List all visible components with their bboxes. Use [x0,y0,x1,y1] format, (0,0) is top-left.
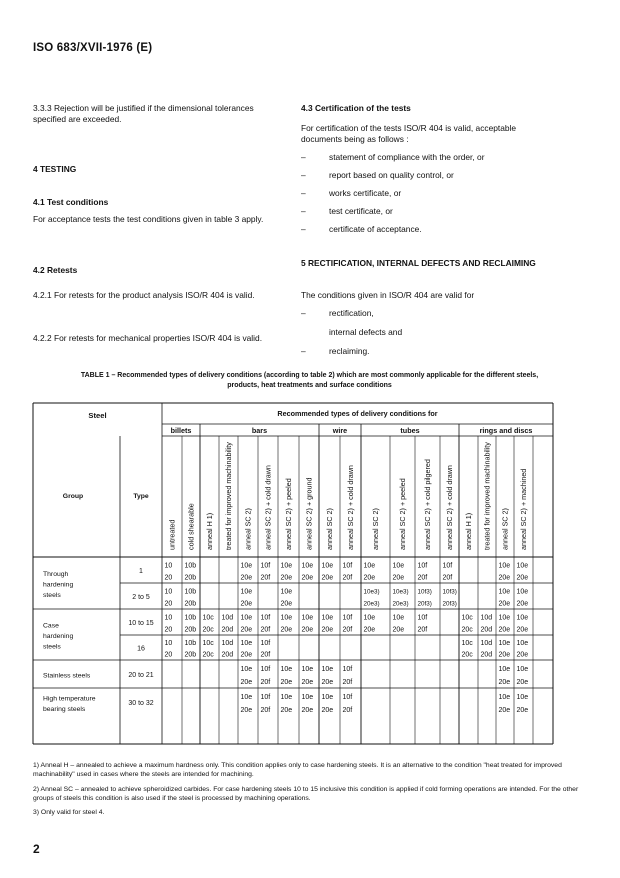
cell-value: 20e [392,574,405,582]
column-header: anneal SC 2) + peeled [398,478,407,550]
cell-value: 10e [516,588,529,596]
cell-value: 10e [516,694,529,702]
cell-value: 20e [240,651,253,659]
heading-4-1: 4.1 Test conditions [33,197,109,207]
cell-value: 20e [280,600,293,608]
type-value: 16 [137,645,145,653]
cell-value: 20e [363,626,376,634]
cell-value: 10e [516,562,529,570]
cell-value: 10 [164,562,173,570]
cell-value: 10e3) [392,588,409,596]
cell-value: 20b [184,574,197,582]
cell-value: 10f [342,694,353,702]
cell-value: 10e [498,588,511,596]
heading-5: 5 RECTIFICATION, INTERNAL DEFECTS AND RECLAIMING [301,258,536,268]
cell-value: 10d [480,614,493,622]
cell-value: 20e [516,574,529,582]
cell-value: 10b [184,562,197,570]
cell-value: 20f [260,626,271,634]
cell-value: 20d [221,626,234,634]
cell-value: 20b [184,651,197,659]
cell-value: 10b [184,588,197,596]
cell-value: 20e [321,626,334,634]
cell-value: 10f [260,640,271,647]
cell-value: 10b [184,640,197,647]
cell-value: 20e [240,679,253,687]
cell-value: 10e [301,666,314,674]
group-label: bearing steels [43,705,86,713]
cell-value: 20e [240,574,253,582]
cell-value: 20f [260,679,271,687]
column-header: anneal SC 2) [371,508,380,550]
cell-value: 10e [280,666,293,674]
group-label: hardening [43,633,74,640]
cell-value: 20e [280,626,293,634]
column-header: anneal SC 2) + cold drawn [346,465,355,550]
column-header: anneal SC 2) + cold pilgered [423,459,432,550]
column-header: anneal SC 2) + ground [304,477,314,550]
cell-value: 20e [240,707,253,715]
cell-value: 20e [301,626,314,634]
para-4-2-1: 4.2.1 For retests for the product analysis ISO/R 404 is valid. [33,290,255,300]
cell-value: 10e [240,640,253,647]
para-4-3: For certification of the tests ISO/R 404 is valid, acceptable documents being as follows : [301,123,517,144]
cell-value: 10e [240,588,253,596]
cell-value: 10c [202,614,214,622]
cell-value: 20f [442,574,453,582]
product-header: rings and discs [479,426,533,435]
product-header: wire [332,426,348,435]
cell-value: 10e [516,640,529,647]
document-header: ISO 683/XVII-1976 (E) [33,42,153,54]
cell-value: 20b [184,600,197,608]
cell-value: 10f3) [442,588,457,596]
heading-4-2: 4.2 Retests [33,265,78,275]
para-5: The conditions given in ISO/R 404 are valid for [301,290,475,300]
cell-value: 20d [480,651,493,659]
cell-value: 10e [498,614,511,622]
cell-value: 20e [392,626,405,634]
cell-value: 10e [392,562,405,570]
cell-value: 10b [184,614,197,622]
group-header: Group [62,493,84,500]
type-value: 20 to 21 [128,672,154,679]
cell-value: 10e [363,614,376,622]
group-label: Case [43,622,59,630]
cell-value: 10e [280,614,293,622]
cell-value: 20f [260,574,271,582]
para-4-2-2: 4.2.2 For retests for mechanical properties ISO/R 404 is valid. [33,333,263,343]
column-header: anneal SC 2) [500,508,510,550]
list-item: – reclaiming. [301,346,370,356]
para-3-3-3: 3.3.3 Rejection will be justified if the dimensional tolerances specified are exceeded. [33,103,254,124]
recommended-header: Recommended types of delivery conditions for [277,409,438,418]
product-header: tubes [400,426,420,435]
cell-value: 20e [516,707,529,715]
cell-value: 10 [164,588,173,596]
cell-value: 20d [221,651,234,659]
column-header: cold shearable [186,503,196,550]
cell-value: 10e [516,614,529,622]
cell-value: 10e [498,666,511,674]
column-header: treated for improved machinability [224,442,233,550]
cell-value: 20f [342,679,353,687]
cell-value: 10e [321,694,334,702]
cell-value: 10d [221,640,234,647]
list-item: internal defects and [329,327,403,337]
cell-value: 20f3) [442,600,457,608]
product-header: billets [170,426,192,435]
cell-value: 20c [202,651,214,659]
heading-4-3: 4.3 Certification of the tests [301,103,411,113]
cell-value: 20c [202,626,214,634]
cell-value: 20c [461,626,473,634]
cell-value: 20e [321,574,334,582]
cell-value: 20e [321,707,334,715]
cell-value: 10e3) [363,588,380,596]
cell-value: 20f [417,574,428,582]
cell-value: 20f [342,707,353,715]
cell-value: 20e [240,600,253,608]
list-item: – certificate of acceptance. [301,224,422,234]
cell-value: 20 [164,600,173,608]
list-item: – rectification, [301,308,374,318]
column-header: anneal SC 2) + cold drawn [445,465,454,550]
cell-value: 20e [301,679,314,687]
cell-value: 20e [280,707,293,715]
column-header: anneal SC 2) + peeled [284,478,293,550]
cell-value: 10c [202,640,214,647]
list-item: – works certificate, or [301,188,402,198]
cell-value: 10e [321,666,334,674]
cell-value: 10f [342,614,353,622]
cell-value: 20e [516,626,529,634]
cell-value: 10e [498,640,511,647]
cell-value: 20f3) [417,600,432,608]
cell-value: 10e [301,614,314,622]
cell-value: 10e [321,614,334,622]
group-label: Stainless steels [43,672,91,680]
type-value: 1 [139,568,143,575]
cell-value: 10d [480,640,493,647]
column-header: untreated [167,519,177,550]
column-header: anneal SC 2) [325,508,334,550]
cell-value: 10e [280,562,293,570]
cell-value: 10e [240,562,253,570]
cell-value: 20c [461,651,473,659]
cell-value: 10 [164,614,173,622]
cell-value: 20 [164,626,173,634]
cell-value: 10e [240,614,253,622]
cell-value: 10e [516,666,529,674]
column-header: anneal H 1) [464,512,473,550]
cell-value: 20f [417,626,428,634]
cell-value: 20e [363,574,376,582]
group-label: steels [43,643,61,651]
footnote-2: 2) Anneal SC – annealed to achieve spheroidized carbides. For case hardening steels 10 to 15 inclusive this condition is applied if cold forming operations are intended. For the other groups of steels this condition is also used if the steel is processed by machining operations. [33,786,579,802]
list-item: – statement of compliance with the order, or [301,152,485,162]
cell-value: 20e [498,651,511,659]
cell-value: 10e [301,562,314,570]
cell-value: 10e [280,588,293,596]
cell-value: 10f [260,666,271,674]
group-label: Through [43,571,69,578]
column-header: anneal H 1) [205,512,214,550]
cell-value: 20e3) [363,600,380,608]
cell-value: 20d [480,626,493,634]
type-value: 10 to 15 [128,620,154,627]
cell-value: 20f [342,574,353,582]
type-header: Type [133,493,149,500]
cell-value: 10c [461,640,473,647]
cell-value: 10f [260,614,271,622]
cell-value: 20e [498,574,511,582]
cell-value: 20e [498,707,511,715]
para-4-1: For acceptance tests the test conditions given in table 3 apply. [33,214,264,224]
type-value: 2 to 5 [132,594,150,601]
product-header: bars [251,426,268,435]
cell-value: 10f3) [417,588,432,596]
cell-value: 20f [260,707,271,715]
cell-value: 20e [498,626,511,634]
cell-value: 20e [516,651,529,659]
cell-value: 10e [240,694,253,702]
cell-value: 20e [516,679,529,687]
footnote-1: 1) Anneal H – annealed to achieve a maximum hardness only. This condition applies only to case hardening steels. It is an alternative to the condition "heat treated for improved machinability" used in cases where the steels are intended for machining. [33,762,562,778]
heading-4-testing: 4 TESTING [33,164,77,174]
cell-value: 10e [280,694,293,702]
cell-value: 10e [363,562,376,570]
cell-value: 10e [498,562,511,570]
cell-value: 20e [301,707,314,715]
cell-value: 10f [417,614,428,622]
cell-value: 10c [461,614,473,622]
cell-value: 10e [301,694,314,702]
steel-header: Steel [88,411,107,420]
list-item: – report based on quality control, or [301,170,454,180]
group-label: hardening [43,581,74,589]
list-item: – test certificate, or [301,206,393,216]
column-header: anneal SC 2) + cold drawn [263,465,273,550]
cell-value: 20e [280,574,293,582]
cell-value: 20e [321,679,334,687]
cell-value: 10 [164,640,173,647]
footnote-3: 3) Only valid for steel 4. [33,809,105,816]
cell-value: 20e [280,679,293,687]
cell-value: 20e [301,574,314,582]
group-label: steels [43,592,61,599]
cell-value: 10f [260,694,271,702]
cell-value: 20e [240,626,253,634]
cell-value: 10f [260,562,271,570]
column-header: treated for improved machinability [482,442,492,550]
cell-value: 20f [342,626,353,634]
column-header: anneal SC 2) [243,508,253,550]
type-value: 30 to 32 [128,700,154,707]
cell-value: 10e [240,666,253,674]
cell-value: 10e [392,614,405,622]
cell-value: 20f [260,651,271,659]
cell-value: 20e [498,600,511,608]
page-number: 2 [33,842,40,856]
column-header: anneal SC 2) + machined [519,468,528,550]
cell-value: 20e [516,600,529,608]
cell-value: 10f [342,562,353,570]
cell-value: 10d [221,614,234,622]
table-caption: TABLE 1 – Recommended types of delivery conditions (according to table 2) which are most commonly applicable for the different steels, products, heat treatments and surface conditions [80,372,539,389]
cell-value: 20b [184,626,197,634]
cell-value: 20e [498,679,511,687]
group-label: High temperature [43,695,96,703]
cell-value: 20 [164,574,173,582]
cell-value: 10f [417,562,428,570]
cell-value: 10e [321,562,334,570]
cell-value: 10e [498,694,511,702]
cell-value: 10f [342,666,353,674]
cell-value: 20e3) [392,600,409,608]
cell-value: 20 [164,651,173,659]
cell-value: 10f [442,562,453,570]
